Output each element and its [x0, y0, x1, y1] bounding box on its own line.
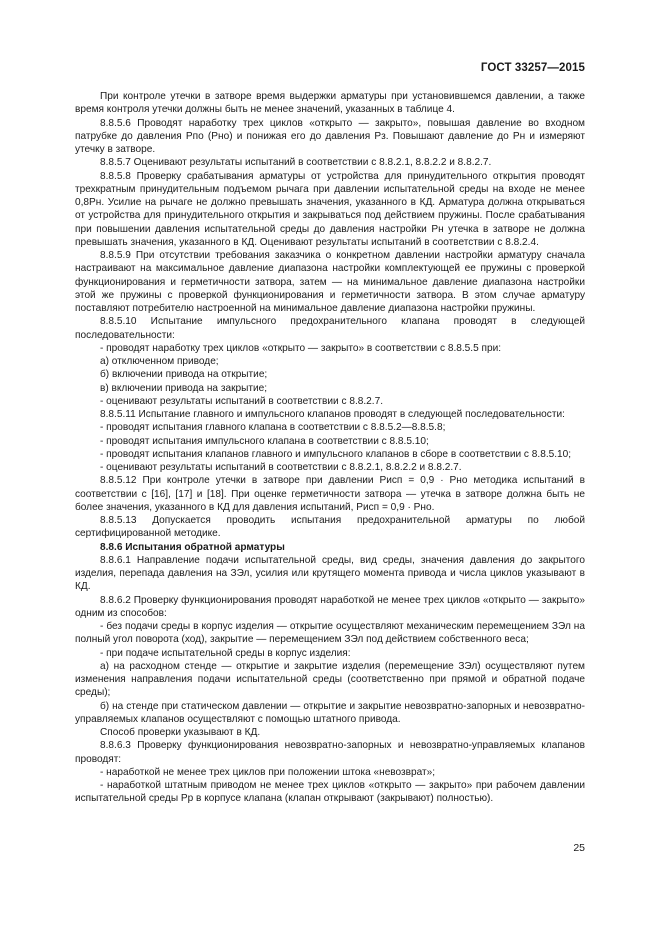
- paragraph: 8.8.5.8 Проверку срабатывания арматуры от устройства для принудительного открытия проводят трехкратным принудительным подъемом рычага при давлении испытательной среды на входе не менее 0,8Рн. Усилие на рычаге не должно превышать значения, указанного в КД. Арматура должна открываться от устройства для принудительного открытия и закрываться под действием пружины. После срабатывания при повышении давления испытательной среды до давления настройки Рн утечка в затворе не должна превышать значения, указанного в КД. Оценивают результаты испытаний в соответствии с 8.8.2.4.: [75, 170, 585, 248]
- paragraph: 8.8.5.7 Оценивают результаты испытаний в соответствии с 8.8.2.1, 8.8.2.2 и 8.8.2.7.: [100, 157, 492, 169]
- page-number: 25: [573, 842, 585, 854]
- list-item: - оценивают результаты испытаний в соответствии с 8.8.2.1, 8.8.2.2 и 8.8.2.7.: [100, 462, 462, 473]
- list-item: - проводят испытания клапанов главного и импульсного клапанов в сборе в соответствии с 8.8.5.10;: [100, 448, 572, 460]
- paragraph: 8.8.5.13 Допускается проводить испытания предохранительной арматуры по любой сертифицированной методике.: [75, 515, 585, 540]
- paragraph: 8.8.5.12 При контроле утечки в затворе при давлении Рисп = 0,9 · Рно методика испытаний в соответствии с [16], [17] и [18]. При оценке герметичности затвора — утечка в затворе должна быть не более значения, указанного в КД для давления испытаний, Рисп = 0,9 · Рно.: [75, 475, 585, 513]
- paragraph: 8.8.5.9 При отсутствии требования заказчика о конкретном давлении настройки арматуру сначала настраивают на максимальное давление диапазона настройки комплектующей ее пружины с проверкой функционирования и герметичности затвора, затем — на минимальное давление диапазона настройки этой же пружины с проверкой функционирования и герметичности затвора. В этом случае арматуру поставляют потребителю настроенной на минимальное давление диапазона настройки пружины.: [75, 250, 585, 314]
- list-item: б) на стенде при статическом давлении — открытие и закрытие невозвратно-запорных и невозвратно-управляемых клапанов осуществляют с помощью штатного привода.: [75, 700, 585, 725]
- paragraph: 8.8.6.2 Проверку функционирования проводят наработкой не менее трех циклов «открыто — закрыто» одним из способов:: [75, 594, 585, 619]
- list-item: - наработкой не менее трех циклов при положении штока «невозврат»;: [100, 766, 436, 778]
- paragraph: Способ проверки указывают в КД.: [100, 727, 261, 738]
- section-heading: 8.8.6 Испытания обратной арматуры: [100, 541, 285, 553]
- list-item: а) отключенном приводе;: [100, 356, 219, 367]
- list-item: - без подачи среды в корпус изделия — открытие осуществляют механическим перемещением ЗЭл на полный угол поворота (ход), закрытие — перемещением ЗЭл под действием собственного веса;: [75, 621, 585, 646]
- paragraph: При контроле утечки в затворе время выдержки арматуры при установившемся давлении, а также время контроля утечки должны быть не менее значений, указанных в таблице 4.: [75, 91, 585, 116]
- list-item: - проводят испытания импульсного клапана в соответствии с 8.8.5.10;: [100, 435, 429, 447]
- standard-header: ГОСТ 33257—2015: [480, 62, 585, 74]
- paragraph: 8.8.6.1 Направление подачи испытательной среды, вид среды, значения давления до закрытого изделия, перепада давления на ЗЭл, усилия или крутящего момента привода и числа циклов указывают в КД.: [75, 554, 585, 593]
- paragraph: 8.8.6.3 Проверку функционирования невозвратно-запорных и невозвратно-управляемых клапанов проводят:: [75, 740, 585, 765]
- list-item: а) на расходном стенде — открытие и закрытие изделия (перемещение ЗЭл) осуществляют путем изменения направления подачи испытательной среды (соответственно при прямой и обратной подаче среды);: [75, 660, 585, 699]
- document-body: [75, 90, 585, 806]
- list-item: б) включении привода на открытие;: [100, 369, 268, 381]
- list-item: - наработкой штатным приводом не менее трех циклов «открыто — закрыто» при рабочем давлении испытательной среды Рр в корпусе клапана (клапан открывают (закрывают) полностью).: [75, 780, 585, 805]
- paragraph: 8.8.5.10 Испытание импульсного предохранительного клапана проводят в следующей последовательности:: [75, 316, 585, 341]
- list-item: в) включении привода на закрытие;: [100, 382, 268, 394]
- list-item: - проводят испытания главного клапана в соответствии с 8.8.5.2—8.8.5.8;: [100, 422, 446, 434]
- paragraph: 8.8.5.6 Проводят наработку трех циклов «открыто — закрыто», повышая давление во входном патрубке до давления Рпо (Рно) и понижая его до давления Рз. Повышают давление до Рн и измеряют утечку в затворе.: [75, 117, 585, 155]
- list-item: - проводят наработку трех циклов «открыто — закрыто» в соответствии с 8.8.5.5 при:: [100, 342, 502, 354]
- paragraph: 8.8.5.11 Испытание главного и импульсного клапанов проводят в следующей последовательности:: [100, 409, 565, 420]
- list-item: - оценивают результаты испытаний в соответствии с 8.8.2.7.: [100, 395, 384, 407]
- list-item: - при подаче испытательной среды в корпус изделия:: [100, 647, 351, 659]
